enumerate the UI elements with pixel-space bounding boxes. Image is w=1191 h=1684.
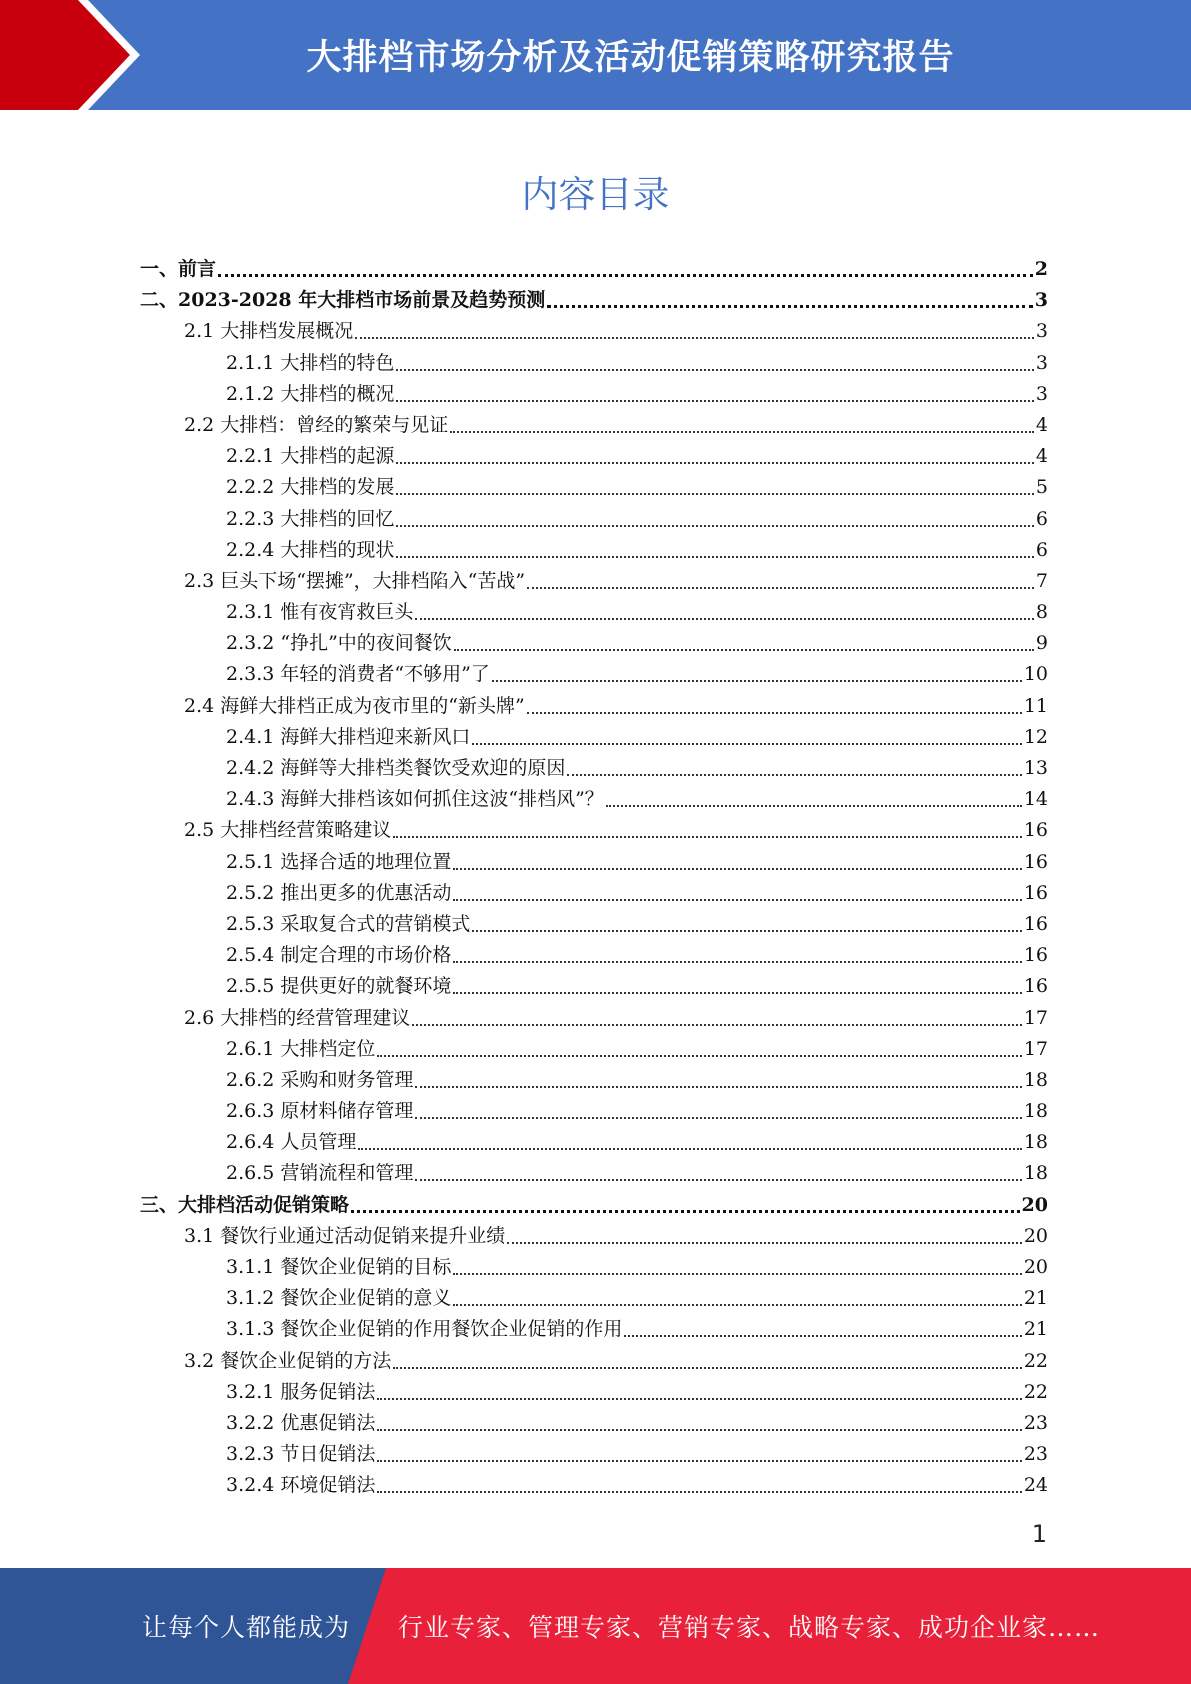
toc-entry-label: 2.6.2 采购和财务管理	[226, 1068, 414, 1091]
toc-entry[interactable]	[140, 504, 1048, 535]
toc-entry-label: 2.6 大排档的经营管理建议	[184, 1006, 411, 1029]
toc-entry[interactable]	[140, 909, 1048, 940]
footer-banner	[0, 1568, 1191, 1684]
toc-dot-leader	[393, 818, 1022, 838]
toc-dot-leader	[507, 1224, 1022, 1244]
toc-dot-leader	[377, 1380, 1021, 1400]
toc-entry[interactable]	[140, 1439, 1048, 1470]
toc-entry[interactable]	[140, 535, 1048, 566]
toc-entry-label: 3.1.1 餐饮企业促销的目标	[226, 1256, 452, 1278]
toc-entry[interactable]	[140, 847, 1048, 878]
toc-entry[interactable]	[140, 1283, 1048, 1314]
toc-entry-page: 16	[1023, 819, 1048, 842]
toc-entry-page: 16	[1023, 850, 1048, 873]
toc-entry[interactable]	[140, 1408, 1048, 1439]
toc-entry-page: 5	[1035, 476, 1048, 499]
toc-dot-leader	[472, 725, 1021, 745]
toc-entry-page: 17	[1023, 1037, 1048, 1060]
toc-entry-label: 3.2.3 节日促销法	[226, 1443, 376, 1466]
toc-dot-leader	[396, 507, 1034, 527]
toc-entry[interactable]	[140, 254, 1048, 285]
toc-entry-label: 2.3 巨头下场“摆摊”，大排档陷入“苦战”	[184, 569, 526, 592]
toc-entry-page: 10	[1023, 663, 1048, 686]
toc-dot-leader	[453, 1255, 1021, 1275]
toc-dot-leader	[527, 569, 1034, 589]
toc-dot-leader	[355, 319, 1034, 339]
toc-dot-leader	[377, 1473, 1021, 1493]
toc-entry-page: 21	[1023, 1287, 1048, 1310]
toc-entry-page: 20	[1023, 1224, 1048, 1247]
toc-entry-page: 4	[1035, 445, 1048, 468]
toc-entry-label: 2.2.1 大排档的起源	[226, 445, 395, 468]
toc-entry[interactable]	[140, 1127, 1048, 1158]
toc-entry[interactable]	[140, 379, 1048, 410]
toc-entry-label: 2.5.1 选择合适的地理位置	[226, 850, 452, 873]
toc-dot-leader	[393, 1349, 1022, 1369]
toc-dot-leader	[396, 382, 1034, 402]
toc-dot-leader	[492, 662, 1022, 682]
toc-entry-label: 2.3.2 “挣扎”中的夜间餐饮	[226, 632, 452, 655]
toc-dot-leader	[453, 850, 1021, 870]
toc-dot-leader	[396, 475, 1034, 495]
toc-entry-label: 3.2 餐饮企业促销的方法	[184, 1349, 392, 1372]
toc-entry-label: 2.3.1 惟有夜宵救巨头	[226, 601, 414, 624]
toc-dot-leader	[218, 257, 1033, 277]
toc-entry-label: 一、前言	[140, 258, 217, 280]
toc-dot-leader	[453, 943, 1021, 963]
toc-dot-leader	[351, 1193, 1020, 1213]
toc-entry-page: 16	[1023, 944, 1048, 967]
toc-entry-page: 16	[1023, 912, 1048, 935]
toc-entry[interactable]	[140, 878, 1048, 909]
toc-entry-label: 3.2.2 优惠促销法	[226, 1411, 376, 1434]
toc-entry-page: 7	[1035, 569, 1048, 592]
toc-dot-leader	[377, 1037, 1021, 1057]
toc-entry-label: 3.1 餐饮行业通过活动促销来提升业绩	[184, 1224, 506, 1247]
toc-entry-page: 21	[1023, 1318, 1048, 1341]
toc-entry-label: 3.1.3 餐饮企业促销的作用餐饮企业促销的作用	[226, 1318, 623, 1341]
toc-entry-label: 2.1 大排档发展概况	[184, 320, 354, 343]
toc-entry-page: 22	[1023, 1349, 1048, 1372]
toc-entry-label: 3.1.2 餐饮企业促销的意义	[226, 1287, 452, 1310]
toc-entry-page: 13	[1023, 757, 1048, 779]
toc-entry[interactable]	[140, 691, 1048, 722]
toc-entry-label: 2.4.1 海鲜大排档迎来新风口	[226, 725, 471, 748]
toc-entry[interactable]	[140, 659, 1048, 690]
toc-dot-leader	[412, 1006, 1022, 1026]
toc-entry[interactable]	[140, 1377, 1048, 1408]
toc-entry[interactable]	[140, 566, 1048, 597]
toc-entry[interactable]	[140, 410, 1048, 441]
toc-dot-leader	[472, 912, 1021, 932]
toc-entry[interactable]	[140, 1252, 1048, 1283]
header-banner	[0, 0, 1191, 110]
toc-entry[interactable]	[140, 441, 1048, 472]
toc-dot-leader	[567, 756, 1021, 776]
toc-entry-page: 18	[1023, 1068, 1048, 1091]
toc-entry[interactable]	[140, 628, 1048, 659]
toc-entry-page: 4	[1035, 413, 1048, 436]
toc-entry[interactable]	[140, 316, 1048, 347]
toc-dot-leader	[547, 288, 1033, 308]
toc-entry-page: 17	[1023, 1006, 1048, 1029]
toc-entry-label: 2.6.5 营销流程和管理	[226, 1162, 414, 1185]
toc-entry-page: 16	[1023, 975, 1048, 998]
toc-dot-leader	[415, 1161, 1021, 1181]
toc-entry-label: 2.4.3 海鲜大排档该如何抓住这波“排档风”？	[226, 788, 604, 811]
toc-entry[interactable]	[140, 1190, 1048, 1221]
toc-entry[interactable]	[140, 1096, 1048, 1127]
footer-slogan-right: 行业专家、管理专家、营销专家、战略专家、成功企业家……	[398, 1613, 1101, 1642]
toc-entry-label: 2.6.1 大排档定位	[226, 1037, 376, 1060]
toc-dot-leader	[624, 1317, 1021, 1337]
toc-entry-label: 2.5.2 推出更多的优惠活动	[226, 881, 452, 904]
toc-entry-page: 2	[1034, 258, 1048, 280]
toc-entry-page: 22	[1023, 1380, 1048, 1403]
toc-entry-page: 20	[1021, 1193, 1048, 1216]
toc-dot-leader	[415, 1068, 1021, 1088]
page-title: 内容目录	[521, 173, 670, 216]
toc-dot-leader	[358, 1130, 1021, 1150]
toc-entry[interactable]	[140, 1034, 1048, 1065]
toc-entry[interactable]	[140, 1221, 1048, 1252]
toc-entry-page: 23	[1023, 1411, 1048, 1434]
toc-entry-label: 2.2.4 大排档的现状	[226, 538, 395, 561]
toc-entry[interactable]	[140, 348, 1048, 379]
toc-dot-leader	[396, 444, 1034, 464]
toc-dot-leader	[450, 413, 1034, 433]
toc-dot-leader	[453, 881, 1021, 901]
toc-entry[interactable]	[140, 722, 1048, 753]
footer-slogan-left: 让每个人都能成为	[142, 1613, 351, 1642]
toc-entry-label: 2.1.2 大排档的概况	[226, 382, 395, 405]
toc-entry-label: 2.2.2 大排档的发展	[226, 476, 395, 499]
toc-dot-leader	[453, 1286, 1021, 1306]
toc-entry[interactable]	[140, 285, 1048, 316]
toc-entry[interactable]	[140, 784, 1048, 815]
toc-entry-page: 18	[1023, 1162, 1048, 1185]
toc-entry-page: 24	[1023, 1474, 1048, 1497]
toc-entry[interactable]	[140, 1065, 1048, 1096]
toc-entry-page: 11	[1023, 694, 1048, 717]
toc-entry-label: 二、2023-2028 年大排档市场前景及趋势预测	[140, 289, 546, 312]
toc-entry-page: 16	[1023, 881, 1048, 904]
toc-entry-page: 20	[1023, 1256, 1048, 1278]
toc-entry[interactable]	[140, 1346, 1048, 1377]
toc-entry-page: 18	[1023, 1100, 1048, 1123]
toc-entry-page: 3	[1034, 289, 1048, 312]
toc-dot-leader	[606, 787, 1022, 807]
toc-dot-leader	[415, 600, 1034, 620]
toc-entry-page: 23	[1023, 1443, 1048, 1466]
toc-entry-label: 2.4.2 海鲜等大排档类餐饮受欢迎的原因	[226, 757, 566, 779]
toc-entry-page: 14	[1023, 788, 1048, 811]
toc-entry-page: 8	[1035, 601, 1048, 624]
toc-entry-page: 3	[1035, 320, 1048, 343]
toc-dot-leader	[415, 1099, 1021, 1119]
toc-entry[interactable]	[140, 1003, 1048, 1034]
toc-dot-leader	[396, 351, 1034, 371]
toc-entry[interactable]	[140, 1314, 1048, 1345]
toc-entry-label: 2.2.3 大排档的回忆	[226, 507, 395, 530]
toc-entry-page: 6	[1035, 538, 1048, 561]
table-of-contents	[140, 254, 1048, 1502]
toc-entry[interactable]	[140, 940, 1048, 971]
toc-dot-leader	[453, 974, 1021, 994]
toc-entry-label: 2.5.4 制定合理的市场价格	[226, 944, 452, 967]
toc-entry-page: 12	[1023, 725, 1048, 748]
toc-entry[interactable]	[140, 753, 1048, 784]
page-number: 1	[1031, 1520, 1047, 1548]
report-title: 大排档市场分析及活动促销策略研究报告	[306, 38, 955, 78]
toc-entry[interactable]	[140, 1158, 1048, 1189]
toc-dot-leader	[454, 631, 1034, 651]
toc-entry[interactable]	[140, 815, 1048, 846]
toc-dot-leader	[527, 694, 1022, 714]
toc-entry-page: 9	[1035, 632, 1048, 655]
toc-entry[interactable]	[140, 971, 1048, 1002]
header-arrow-decoration	[0, 0, 150, 110]
toc-entry-page: 3	[1035, 351, 1048, 374]
toc-entry-label: 2.4 海鲜大排档正成为夜市里的“新头牌”	[184, 694, 525, 717]
toc-entry-label: 2.1.1 大排档的特色	[226, 351, 395, 374]
toc-entry-page: 6	[1035, 507, 1048, 530]
toc-dot-leader	[377, 1411, 1021, 1431]
toc-entry[interactable]	[140, 472, 1048, 503]
toc-dot-leader	[377, 1442, 1021, 1462]
toc-entry-label: 2.5.5 提供更好的就餐环境	[226, 975, 452, 998]
toc-entry-page: 18	[1023, 1131, 1048, 1154]
toc-entry-label: 2.5.3 采取复合式的营销模式	[226, 912, 471, 935]
toc-entry-label: 2.6.3 原材料储存管理	[226, 1100, 414, 1123]
toc-entry-label: 2.2 大排档：曾经的繁荣与见证	[184, 413, 449, 436]
toc-entry-label: 三、大排档活动促销策略	[140, 1193, 350, 1216]
toc-entry[interactable]	[140, 597, 1048, 628]
toc-entry-page: 3	[1035, 382, 1048, 405]
toc-entry-label: 2.3.3 年轻的消费者“不够用”了	[226, 663, 490, 686]
toc-dot-leader	[396, 538, 1034, 558]
toc-entry[interactable]	[140, 1470, 1048, 1501]
toc-entry-label: 2.5 大排档经营策略建议	[184, 819, 392, 842]
toc-entry-label: 3.2.1 服务促销法	[226, 1380, 376, 1403]
toc-entry-label: 2.6.4 人员管理	[226, 1131, 357, 1154]
toc-entry-label: 3.2.4 环境促销法	[226, 1474, 376, 1497]
